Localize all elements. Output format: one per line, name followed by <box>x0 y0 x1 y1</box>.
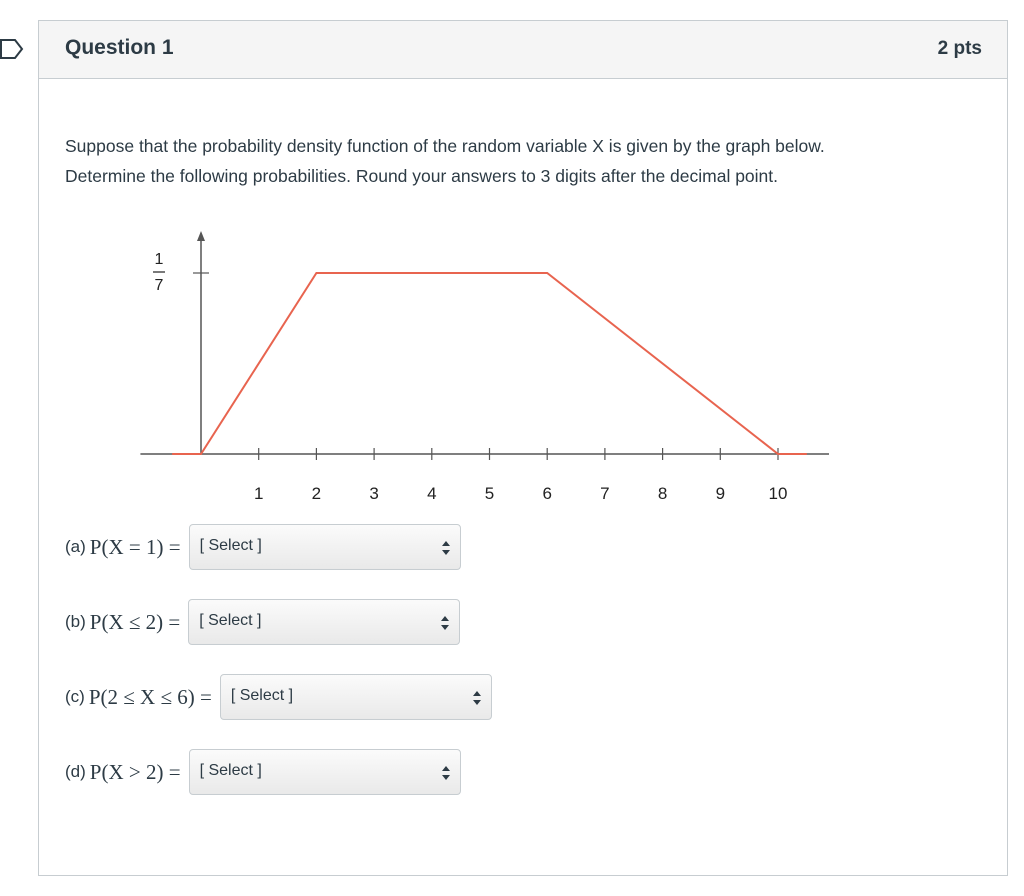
select-value-d: [ Select ] <box>199 762 262 779</box>
x-tick-label: 4 <box>427 484 437 499</box>
answer-select-d[interactable] <box>189 749 461 795</box>
select-arrows-icon <box>441 540 451 556</box>
question-header <box>39 21 1007 79</box>
select-value-c: [ Select ] <box>230 687 294 704</box>
answer-select-c[interactable] <box>220 674 492 720</box>
x-tick-label: 5 <box>484 484 495 499</box>
pdf-graph <box>89 209 829 499</box>
answer-row-c <box>65 673 492 721</box>
question-flag-icon[interactable] <box>0 38 24 60</box>
answer-expr-a: P(X = 1) = <box>89 534 181 559</box>
y-tick-label-numerator: 1 <box>154 251 164 268</box>
answer-label-a: (a) <box>65 537 86 556</box>
answer-label-d: (d) <box>65 762 86 781</box>
x-tick-label: 7 <box>600 484 610 499</box>
answer-expr-d: P(X > 2) = <box>89 759 181 784</box>
question-points: 2 pts <box>937 38 982 59</box>
answer-label-b: (b) <box>65 612 86 631</box>
answer-expr-b: P(X ≤ 2) = <box>89 609 181 634</box>
x-tick-label: 2 <box>311 484 322 499</box>
select-arrows-icon <box>441 765 451 781</box>
x-tick-label: 9 <box>715 484 726 499</box>
question-text-line1: Suppose that the probability density function of the random variable X is given by the graph below. <box>65 136 825 156</box>
answer-label-c: (c) <box>65 687 85 706</box>
answer-select-a[interactable] <box>189 524 461 570</box>
y-axis-arrow <box>197 231 205 241</box>
x-tick-label: 8 <box>657 484 668 499</box>
pdf-line <box>172 273 807 454</box>
select-arrows-icon <box>472 690 482 706</box>
answer-row-b <box>65 598 460 646</box>
select-value-a: [ Select ] <box>199 537 262 554</box>
question-title: Question 1 <box>65 36 174 59</box>
y-tick-label-denominator: 7 <box>154 277 164 294</box>
question-card <box>38 20 1008 876</box>
answer-select-b[interactable] <box>188 599 460 645</box>
answer-expr-c: P(2 ≤ X ≤ 6) = <box>88 684 212 709</box>
x-tick-label: 3 <box>369 484 379 499</box>
answer-row-d <box>65 748 461 796</box>
x-tick-label: 10 <box>768 484 788 499</box>
x-tick-label: 6 <box>542 484 552 499</box>
x-tick-label: 1 <box>253 484 264 499</box>
select-value-b: [ Select ] <box>199 612 262 629</box>
select-arrows-icon <box>440 615 450 631</box>
question-text <box>65 131 985 191</box>
question-text-line2: Determine the following probabilities. Round your answers to 3 digits after the decimal point. <box>65 166 779 186</box>
answer-row-a <box>65 523 461 571</box>
